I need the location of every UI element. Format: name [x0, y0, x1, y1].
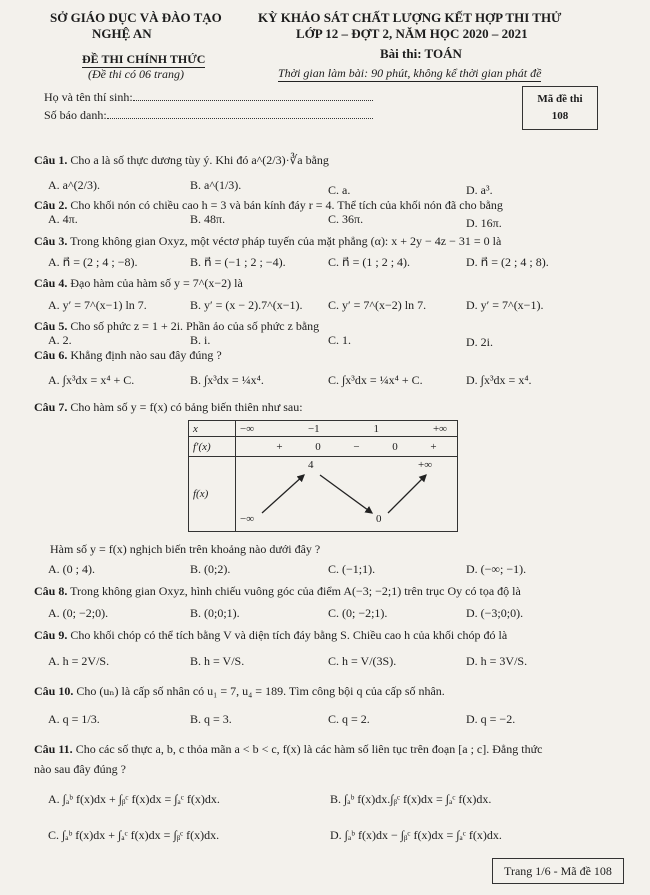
q5-option-c: C. 1. — [328, 333, 352, 347]
question-2 — [34, 198, 503, 213]
fp-val-4: 0 — [392, 440, 398, 453]
q4-option-d: D. y′ = 7^(x−1). — [466, 298, 544, 312]
q4-label: Câu 4. — [34, 276, 68, 290]
question-6 — [34, 348, 222, 363]
q2-option-d: D. 16π. — [466, 216, 502, 230]
q11-option-b: B. ∫ₐᵇ f(x)dx.∫ᵦᶜ f(x)dx = ∫ₐᶜ f(x)dx. — [330, 792, 492, 806]
q8-option-c: C. (0; −2;1). — [328, 606, 388, 620]
q2-text: Cho khối nón có chiều cao h = 3 và bán kính đáy r = 4. Thể tích của khối nón đã cho bằng — [70, 198, 503, 212]
arrow-down — [320, 475, 372, 513]
f-val-max: 4 — [308, 459, 314, 471]
q7-option-a: A. (0 ; 4). — [48, 562, 95, 576]
q3-label: Câu 3. — [34, 234, 68, 248]
q7-option-c: C. (−1;1). — [328, 562, 376, 576]
q11-label: Câu 11. — [34, 742, 73, 756]
table-x-label: x — [189, 421, 236, 437]
x-val-4: +∞ — [432, 422, 447, 435]
f-val-minusinf: −∞ — [240, 513, 255, 525]
fp-val-1: + — [276, 440, 283, 453]
arrow-up-1 — [262, 475, 304, 513]
q8-option-a: A. (0; −2;0). — [48, 606, 109, 620]
q7-followup: Hàm số y = f(x) nghịch biến trên khoảng nào dưới đây ? — [50, 542, 321, 556]
q6-option-a: A. ∫x³dx = x⁴ + C. — [48, 373, 135, 387]
exam-title: KỲ KHẢO SÁT CHẤT LƯỢNG KẾT HỢP THI THỬ — [258, 10, 562, 25]
f-val-plusinf: +∞ — [418, 459, 433, 471]
variation-arrows — [236, 457, 466, 533]
q10-text: Cho (uₙ) là cấp số nhân có u₁ = 7, u₄ = 189. Tìm công bội q của cấp số nhân. — [76, 684, 445, 698]
q2-label: Câu 2. — [34, 198, 68, 212]
q10-option-c: C. q = 2. — [328, 712, 370, 726]
q8-option-b: B. (0;0;1). — [190, 606, 240, 620]
f-val-min: 0 — [376, 513, 382, 525]
q5-text: Cho số phức z = 1 + 2i. Phần ảo của số phức z bằng — [70, 319, 320, 333]
q1-option-b: B. a^(1/3). — [190, 178, 242, 192]
q11-text-cont: nào sau đây đúng ? — [34, 762, 126, 776]
page-footer: Trang 1/6 - Mã đề 108 — [492, 858, 624, 884]
name-blank — [133, 100, 373, 101]
q5-option-b: B. i. — [190, 333, 211, 347]
q2-option-b: B. 48π. — [190, 212, 226, 226]
id-blank — [107, 118, 373, 119]
exam-code-box — [522, 86, 598, 130]
q6-label: Câu 6. — [34, 348, 68, 362]
q9-option-b: B. h = V/S. — [190, 654, 245, 668]
question-7 — [34, 400, 303, 415]
subject-line: Bài thi: TOÁN — [380, 46, 462, 61]
official-label: ĐỀ THI CHÍNH THỨC — [82, 52, 206, 66]
table-fp-label: f′(x) — [189, 437, 236, 457]
q5-option-a: A. 2. — [48, 333, 72, 347]
q7-label: Câu 7. — [34, 400, 68, 414]
pages-note: (Đề thi có 06 trang) — [88, 67, 184, 81]
table-f-label: f(x) — [189, 457, 236, 532]
q1-option-c: C. a. — [328, 183, 351, 197]
q6-option-d: D. ∫x³dx = x⁴. — [466, 373, 532, 387]
q9-option-a: A. h = 2V/S. — [48, 654, 110, 668]
q2-option-a: A. 4π. — [48, 212, 78, 226]
q9-text: Cho khối chóp có thể tích bằng V và diện tích đáy bằng S. Chiều cao h của khối chóp đó là — [70, 628, 508, 642]
q8-option-d: D. (−3;0;0). — [466, 606, 524, 620]
q5-option-d: D. 2i. — [466, 335, 493, 349]
q7-option-b: B. (0;2). — [190, 562, 231, 576]
question-10 — [34, 684, 445, 699]
question-11 — [34, 742, 542, 757]
q11-option-d: D. ∫ₐᵇ f(x)dx − ∫ᵦᶜ f(x)dx = ∫ₐᶜ f(x)dx. — [330, 828, 502, 842]
arrow-up-2 — [388, 475, 426, 513]
q8-label: Câu 8. — [34, 584, 68, 598]
q11-option-a: A. ∫ₐᵇ f(x)dx + ∫ᵦᶜ f(x)dx = ∫ₐᶜ f(x)dx. — [48, 792, 220, 806]
dept-name: SỞ GIÁO DỤC VÀ ĐÀO TẠO — [50, 10, 222, 25]
q3-option-b: B. n⃗ = (−1 ; 2 ; −4). — [190, 255, 286, 269]
q9-option-c: C. h = V/(3S). — [328, 654, 397, 668]
q1-label: Câu 1. — [34, 153, 68, 167]
q8-text: Trong không gian Oxyz, hình chiếu vuông góc của điểm A(−3; −2;1) trên trục Oy có tọa độ là — [70, 584, 521, 598]
question-1 — [34, 153, 329, 168]
province-name: NGHỆ AN — [92, 26, 152, 41]
q7-text: Cho hàm số y = f(x) có bảng biến thiên như sau: — [70, 400, 303, 414]
q10-label: Câu 10. — [34, 684, 74, 698]
table-x-row — [236, 421, 458, 437]
q3-text: Trong không gian Oxyz, một véctơ pháp tuyến của mặt phẳng (α): x + 2y − 4z − 31 = 0 là — [70, 234, 502, 248]
table-f-row — [236, 457, 458, 532]
fp-val-2: 0 — [315, 440, 321, 453]
q1-option-a: A. a^(2/3). — [48, 178, 100, 192]
candidate-name-row — [44, 90, 373, 105]
q11-text: Cho các số thực a, b, c thỏa mãn a < b < c, f(x) là các hàm số liên tục trên đoạn [a ; c]. Đẳng thức — [75, 742, 543, 756]
q4-option-a: A. y′ = 7^(x−1) ln 7. — [48, 298, 147, 312]
q10-option-b: B. q = 3. — [190, 712, 232, 726]
q3-option-c: C. n⃗ = (1 ; 2 ; 4). — [328, 255, 411, 269]
question-8 — [34, 584, 521, 599]
time-line: Thời gian làm bài: 90 phút, không kể thời gian phát đề — [278, 66, 542, 80]
q11-option-c: C. ∫ₐᵇ f(x)dx + ∫ₐᶜ f(x)dx = ∫ᵦᶜ f(x)dx. — [48, 828, 220, 842]
fp-val-5: + — [430, 440, 437, 453]
q6-option-b: B. ∫x³dx = ¼x⁴. — [190, 373, 264, 387]
fp-val-3: − — [353, 440, 360, 453]
code-value: 108 — [551, 110, 569, 122]
x-val-3: 1 — [373, 422, 380, 435]
code-label: Mã đề thi — [537, 93, 583, 105]
q1-option-d: D. a³. — [466, 183, 493, 197]
q5-label: Câu 5. — [34, 319, 68, 333]
q7-option-d: D. (−∞; −1). — [466, 562, 527, 576]
q4-option-c: C. y′ = 7^(x−2) ln 7. — [328, 298, 427, 312]
q10-option-d: D. q = −2. — [466, 712, 516, 726]
q4-text: Đạo hàm của hàm số y = 7^(x−2) là — [70, 276, 243, 290]
name-label: Họ và tên thí sinh: — [44, 90, 133, 104]
q6-text: Khẳng định nào sau đây đúng ? — [70, 348, 222, 362]
q6-option-c: C. ∫x³dx = ¼x⁴ + C. — [328, 373, 423, 387]
variation-table — [188, 420, 458, 532]
id-label: Số báo danh: — [44, 108, 107, 122]
q1-text: Cho a là số thực dương tùy ý. Khi đó a^(2/3)·∛a bằng — [70, 153, 329, 167]
q3-option-d: D. n⃗ = (2 ; 4 ; 8). — [466, 255, 549, 269]
q2-option-c: C. 36π. — [328, 212, 364, 226]
q10-option-a: A. q = 1/3. — [48, 712, 100, 726]
table-fp-row — [236, 437, 458, 457]
candidate-id-row — [44, 108, 373, 123]
question-3 — [34, 234, 501, 249]
q9-label: Câu 9. — [34, 628, 68, 642]
q3-option-a: A. n⃗ = (2 ; 4 ; −8). — [48, 255, 138, 269]
q4-option-b: B. y′ = (x − 2).7^(x−1). — [190, 298, 303, 312]
grade-line: LỚP 12 – ĐỢT 2, NĂM HỌC 2020 – 2021 — [296, 26, 528, 41]
x-val-1: −∞ — [240, 422, 255, 435]
x-val-2: −1 — [307, 422, 320, 435]
question-9 — [34, 628, 507, 643]
question-5 — [34, 319, 319, 334]
q9-option-d: D. h = 3V/S. — [466, 654, 528, 668]
question-4 — [34, 276, 243, 291]
